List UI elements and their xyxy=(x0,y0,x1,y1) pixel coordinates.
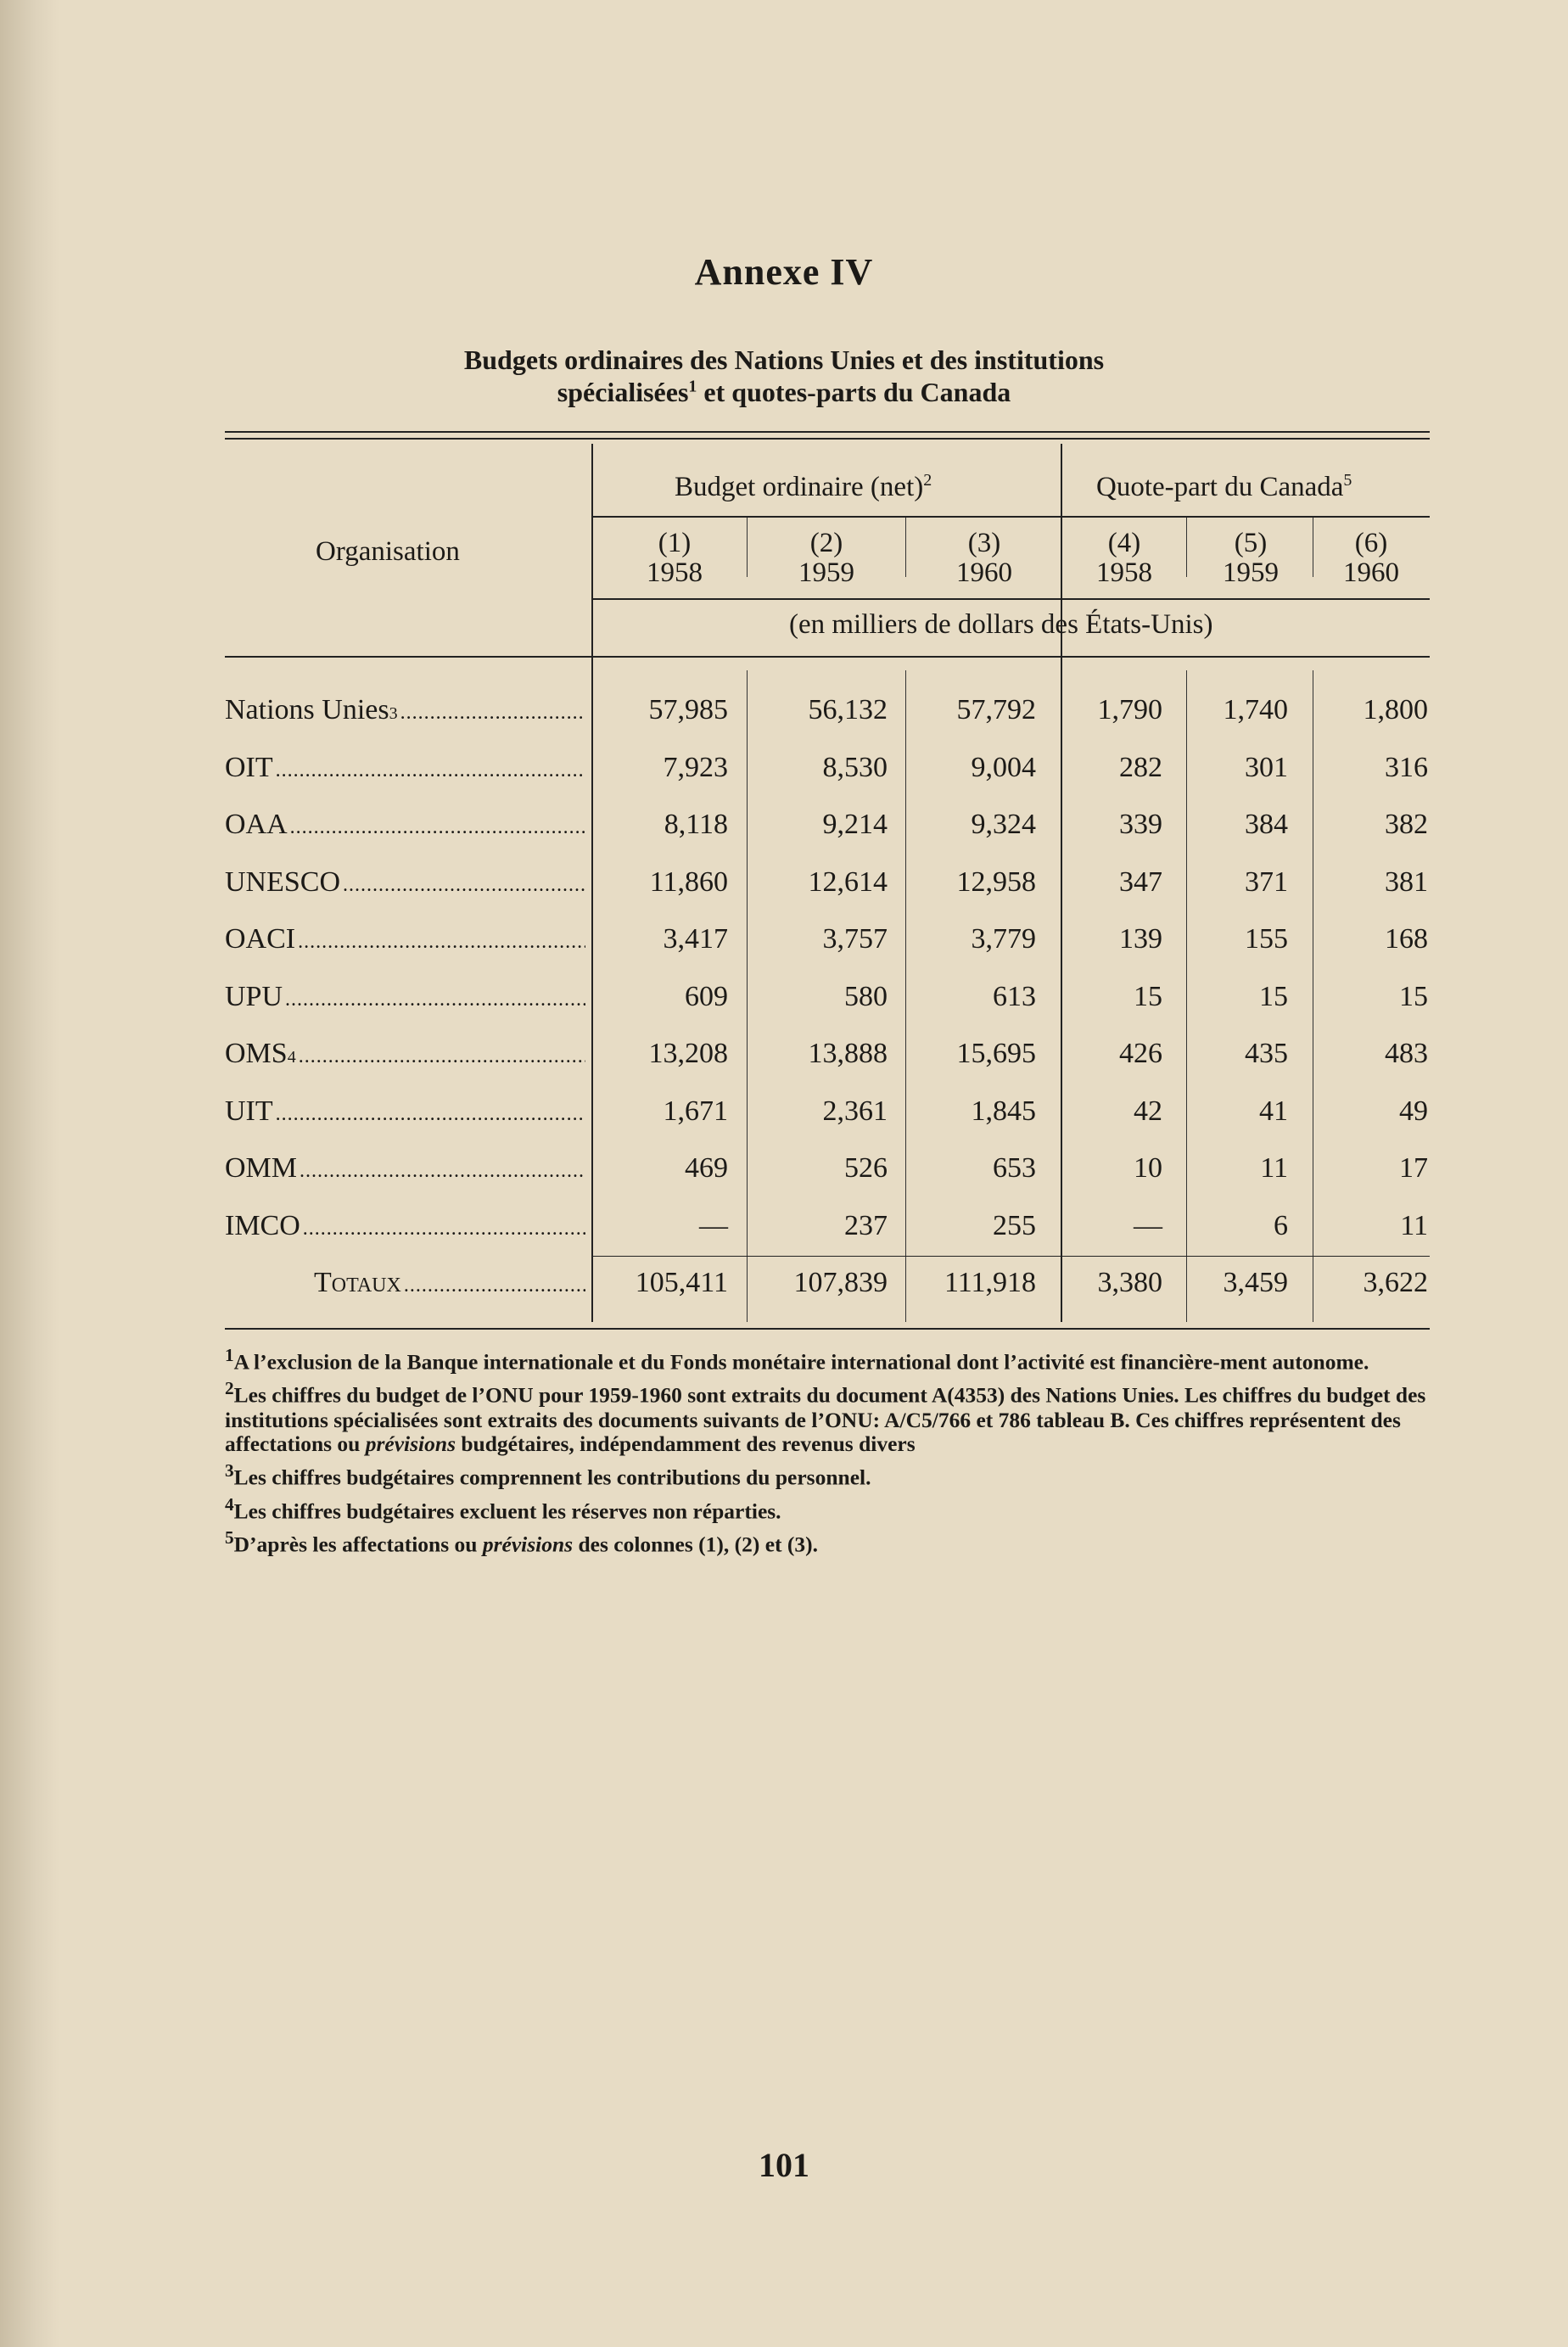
table-bottom-rule xyxy=(225,1328,1430,1330)
footnote-3: $^3$Les chiffres budgétaires comprennent les contributions du personnel. xyxy=(225,1460,871,1490)
table-cell: 580 xyxy=(844,980,888,1012)
table-cell: 56,132 xyxy=(808,694,888,725)
column-header-6: (6) 1960 xyxy=(1343,528,1399,588)
table-cell: 139 xyxy=(1119,923,1162,955)
dot-leader xyxy=(276,760,585,781)
organisation-name xyxy=(225,1209,585,1241)
table-cell: 8,530 xyxy=(822,751,888,783)
table-cell: 1,800 xyxy=(1363,694,1428,725)
table-cell: 9,004 xyxy=(971,751,1036,783)
organisation-name xyxy=(225,753,585,782)
column-header-1: (1) 1958 xyxy=(647,528,703,588)
dot-leader xyxy=(285,989,585,1010)
dot-leader xyxy=(303,1218,585,1239)
budget-group-header: Budget ordinaire (net)$^2$ xyxy=(675,471,932,502)
dot-leader xyxy=(299,1046,585,1067)
table-cell: 11 xyxy=(1260,1152,1288,1184)
organisation-name-text: OMM xyxy=(225,1152,298,1184)
units-caption: (en milliers de dollars des États-Unis) xyxy=(789,609,1213,640)
col-divider-2 xyxy=(905,518,906,577)
table-cell: 49 xyxy=(1399,1095,1428,1127)
dot-leader xyxy=(343,875,585,895)
footnote-2: $^2$Les chiffres du budget de l’ONU pour 1959-1960 sont extraits du document A(4353) des Nations Unies. Les chiffres du budget des institutions spécialisées sont extraits des documents suivants de l’ONU: A/C5/766 et 786 tableau B. Ces chiffres représentent des affectations ou prévisions budgétaires, indépendamment des revenus divers xyxy=(225,1378,1426,1457)
organisation-name-text: IMCO xyxy=(225,1209,300,1241)
dot-leader xyxy=(298,932,585,952)
table-cell: 1,671 xyxy=(663,1095,728,1127)
total-cell: 3,459 xyxy=(1223,1267,1288,1298)
organisation-name-text: UIT xyxy=(225,1095,273,1127)
table-top-rule xyxy=(225,431,1430,433)
table-cell: 15,695 xyxy=(956,1038,1036,1069)
table-cell: 347 xyxy=(1119,865,1162,898)
table-cell: — xyxy=(1134,1209,1162,1241)
total-cell: 107,839 xyxy=(793,1267,888,1298)
budget-group-rule xyxy=(591,516,1061,518)
table-cell: 12,614 xyxy=(808,865,888,898)
table-cell: 301 xyxy=(1245,751,1288,783)
organisation-name-text: OAA xyxy=(225,809,288,840)
col-divider-1 xyxy=(747,518,748,577)
column-header-4: (4) 1958 xyxy=(1096,528,1152,588)
dot-leader xyxy=(276,1104,585,1124)
table-cell: 255 xyxy=(993,1209,1036,1241)
table-cell: 613 xyxy=(993,980,1036,1012)
header-bottom-rule xyxy=(225,656,1430,658)
table-cell: 11 xyxy=(1400,1209,1428,1241)
table-cell: 7,923 xyxy=(663,751,728,783)
table-cell: 1,790 xyxy=(1097,694,1162,725)
table-cell: 3,779 xyxy=(971,923,1036,955)
table-title-line-2: spécialisées$^1$ et quotes-parts du Canada xyxy=(557,377,1011,407)
organisation-name xyxy=(225,1039,585,1068)
dot-leader xyxy=(404,1275,585,1296)
organisation-name xyxy=(225,865,585,898)
table-cell: 12,958 xyxy=(956,865,1036,898)
totals-label-text: Totaux xyxy=(314,1267,401,1298)
table-cell: 2,361 xyxy=(822,1095,888,1127)
table-cell: 371 xyxy=(1245,865,1288,898)
organisation-header: Organisation xyxy=(316,536,460,567)
table-cell: 382 xyxy=(1385,809,1428,840)
table-cell: 13,208 xyxy=(648,1038,728,1069)
table-cell: 155 xyxy=(1245,923,1288,955)
organisation-name xyxy=(225,1154,585,1183)
organisation-name xyxy=(225,1097,585,1126)
table-cell: 339 xyxy=(1119,809,1162,840)
table-cell: 15 xyxy=(1399,980,1428,1012)
quota-group-header: Quote-part du Canada$^5$ xyxy=(1096,471,1352,502)
organisation-name-text: OACI xyxy=(225,923,296,955)
table-cell: 3,757 xyxy=(822,923,888,955)
table-cell: 483 xyxy=(1385,1038,1428,1069)
table-cell: 435 xyxy=(1245,1038,1288,1069)
dot-leader xyxy=(290,817,585,837)
column-header-5: (5) 1959 xyxy=(1223,528,1279,588)
organisation-name xyxy=(225,696,585,725)
table-cell: — xyxy=(699,1209,728,1241)
footnote-5: $^5$D’après les affectations ou prévisions des colonnes (1), (2) et (3). xyxy=(225,1526,819,1557)
table-cell: 1,845 xyxy=(971,1095,1036,1127)
organisation-name-text: OIT xyxy=(225,751,273,783)
table-cell: 8,118 xyxy=(664,809,728,840)
table-cell: 41 xyxy=(1259,1095,1288,1127)
footnote-4: $^4$Les chiffres budgétaires excluent les réserves non réparties. xyxy=(225,1493,781,1524)
table-cell: 426 xyxy=(1119,1038,1162,1069)
organisation-name xyxy=(225,925,585,954)
table-cell: 15 xyxy=(1134,980,1162,1012)
col-divider-4 xyxy=(1186,518,1187,577)
footnote-1: $^1$A l’exclusion de la Banque internationale et du Fonds monétaire international dont l’activité est financière-ment autonome. xyxy=(225,1345,1369,1375)
quota-group-rule xyxy=(1061,516,1430,518)
units-top-rule xyxy=(591,598,1430,600)
table-cell: 15 xyxy=(1259,980,1288,1012)
column-header-3: (3) 1960 xyxy=(956,528,1012,588)
page-number: 101 xyxy=(759,2146,809,2184)
organisation-name-text: UPU xyxy=(225,980,283,1012)
table-cell: 1,740 xyxy=(1223,694,1288,725)
table-cell: 237 xyxy=(844,1209,888,1241)
footnote-ref: 3 xyxy=(389,704,398,723)
table-cell: 316 xyxy=(1385,751,1428,783)
table-cell: 282 xyxy=(1119,751,1162,783)
total-cell: 111,918 xyxy=(944,1267,1036,1298)
organisation-name xyxy=(225,810,585,839)
table-cell: 384 xyxy=(1245,809,1288,840)
table-cell: 10 xyxy=(1134,1152,1162,1184)
organisation-name-text: OMS xyxy=(225,1038,288,1069)
total-cell: 105,411 xyxy=(635,1267,728,1298)
organisation-name-text: Nations Unies xyxy=(225,694,389,725)
table-title-line-1: Budgets ordinaires des Nations Unies et des institutions xyxy=(463,344,1105,375)
table-cell: 469 xyxy=(685,1152,728,1184)
totals-label xyxy=(225,1269,585,1297)
total-cell: 3,380 xyxy=(1097,1267,1162,1298)
annex-title: Annexe IV xyxy=(694,251,874,293)
table-cell: 3,417 xyxy=(663,923,728,955)
table-cell: 57,792 xyxy=(956,694,1036,725)
total-cell: 3,622 xyxy=(1363,1267,1428,1298)
footnotes xyxy=(225,1345,1430,1560)
totals-rule xyxy=(591,1256,1430,1257)
table-cell: 526 xyxy=(844,1152,888,1184)
table-cell: 42 xyxy=(1134,1095,1162,1127)
table-cell: 168 xyxy=(1385,923,1428,955)
organisation-name xyxy=(225,980,585,1012)
table-cell: 57,985 xyxy=(648,694,728,725)
table-cell: 9,214 xyxy=(822,809,888,840)
table-cell: 609 xyxy=(685,980,728,1012)
table-cell: 6 xyxy=(1274,1209,1288,1241)
dot-leader xyxy=(300,1161,585,1181)
table-top-rule-2 xyxy=(225,438,1430,440)
dot-leader xyxy=(400,703,585,723)
column-header-2: (2) 1959 xyxy=(798,528,854,588)
organisation-name-text: UNESCO xyxy=(225,865,341,898)
table-cell: 17 xyxy=(1399,1152,1428,1184)
table-cell: 11,860 xyxy=(649,865,728,898)
table-cell: 9,324 xyxy=(971,809,1036,840)
footnote-ref: 4 xyxy=(287,1048,296,1067)
table-cell: 13,888 xyxy=(808,1038,888,1069)
table-cell: 381 xyxy=(1385,865,1428,898)
table-cell: 653 xyxy=(993,1152,1036,1184)
